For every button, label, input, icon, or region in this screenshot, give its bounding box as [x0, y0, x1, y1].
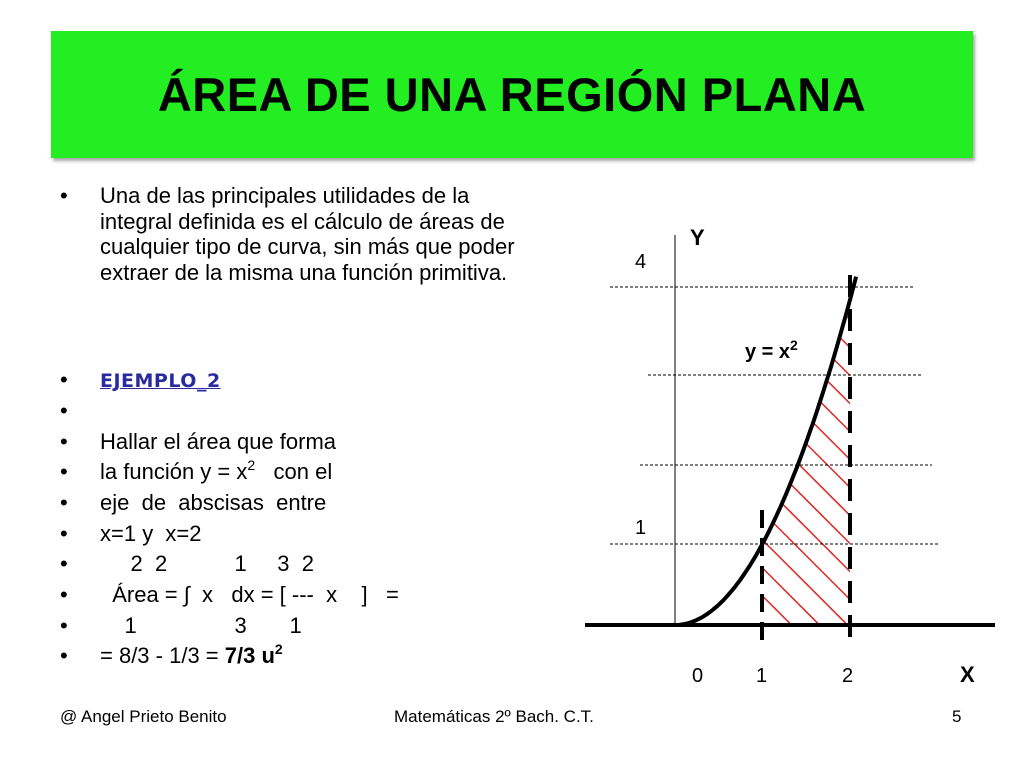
bullet: •: [60, 643, 68, 668]
hatch-line: [615, 280, 975, 640]
slide-title: ÁREA DE UNA REGIÓN PLANA: [157, 68, 867, 121]
bullet: •: [60, 582, 68, 607]
parabola-curve: [675, 277, 856, 625]
hatch-line: [839, 280, 1011, 640]
y-tick-1: 1: [635, 517, 647, 539]
hatch-line: [570, 280, 863, 640]
hatch-line: [570, 280, 807, 640]
integral-expression: Área = ∫ x dx = [ --- x ] =: [100, 582, 399, 607]
hatch-line: [587, 280, 947, 640]
y-tick-4: 4: [635, 251, 647, 273]
hatch-line: [570, 280, 779, 640]
page-number: 5: [952, 707, 962, 726]
hatch-line: [570, 280, 751, 640]
integral-limits-upper: 2 2 1 3 2: [100, 551, 314, 576]
bullet: •: [60, 521, 68, 546]
hatch-line: [570, 280, 835, 640]
intro-paragraph: Una de las principales utilidades de la integral definida es el cálculo de áreas de cualquier tipo de curva, sin más que poder extraer de la misma una función primitiva.: [100, 183, 515, 285]
hatch-line: [699, 280, 1011, 640]
bullet: •: [60, 183, 68, 208]
footer-course: Matemáticas 2º Bach. C.T.: [394, 707, 594, 726]
problem-line-1: Hallar el área que forma: [100, 429, 337, 454]
x-axis-label: X: [960, 662, 975, 687]
shaded-area: [570, 280, 1010, 640]
hatch-line: [783, 280, 1011, 640]
bullet: •: [60, 459, 68, 484]
hatch-line: [570, 280, 723, 640]
x-tick-0: 0: [692, 665, 704, 687]
x-tick-1: 1: [756, 665, 768, 687]
hatch-line: [867, 280, 1011, 640]
bullet: •: [60, 367, 68, 392]
hatch-line: [570, 280, 919, 640]
hatch-line: [727, 280, 1011, 640]
problem-line-4: x=1 y x=2: [100, 521, 202, 546]
bullet: •: [60, 429, 68, 454]
problem-line-2: la función $y = x^2$ con el: [100, 457, 333, 484]
hatch-line: [923, 280, 1011, 640]
example-label: EJEMPLO_2: [100, 370, 221, 392]
bullet: •: [60, 398, 68, 423]
bullet: •: [60, 490, 68, 515]
hatch-line: [951, 280, 1011, 640]
integral-sign-icon: ∫: [183, 582, 190, 607]
footer-author: @ Angel Prieto Benito: [60, 707, 227, 726]
integral-limits-lower: 1 3 1: [100, 613, 302, 638]
hatch-line: [755, 280, 1011, 640]
y-axis-label: Y: [690, 225, 705, 250]
problem-line-3: eje de abscisas entre: [100, 490, 327, 515]
bullet: •: [60, 613, 68, 638]
area-graph: [570, 220, 1010, 690]
x-tick-2: 2: [842, 665, 854, 687]
hatch-line: [643, 280, 1003, 640]
title-banner: [51, 31, 973, 158]
bullet: •: [60, 551, 68, 576]
result-line: = 8/3 - 1/3 = 7/3 $u^2$: [100, 641, 283, 668]
curve-label: $y = x^2$: [745, 337, 798, 363]
hatch-line: [895, 280, 1011, 640]
